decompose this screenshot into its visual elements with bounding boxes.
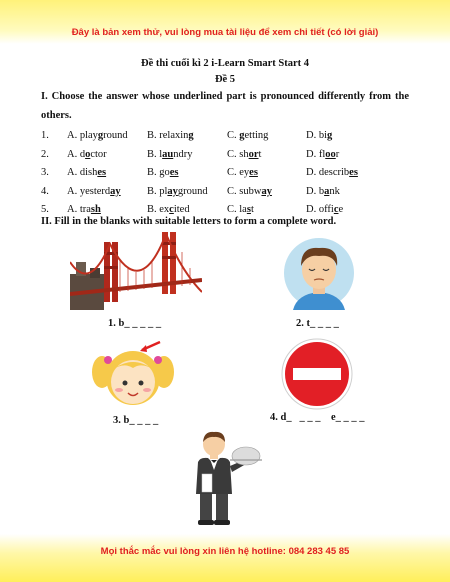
question-row — [41, 167, 421, 181]
item-2-caption: 2. t_ _ _ _ — [296, 318, 339, 329]
option-a[interactable]: A. playground — [67, 130, 128, 141]
underlined-part: o — [85, 148, 91, 160]
page-subtitle: Đề 5 — [214, 74, 236, 85]
section-2-heading: II. Fill in the blanks with suitable letters to form a complete word. — [41, 216, 337, 227]
bottom-banner — [0, 534, 450, 582]
underlined-part: sh — [90, 204, 101, 216]
top-banner — [0, 0, 450, 44]
underlined-part: or — [248, 148, 259, 160]
item-4-caption: 4. d_ _ _ _ e_ _ _ _ — [270, 412, 365, 423]
section-1-heading-cont: others. — [41, 110, 72, 121]
option-c[interactable]: C. getting — [227, 130, 269, 141]
underlined-part: g — [188, 130, 194, 141]
option-c[interactable]: C. eyes — [227, 167, 258, 179]
option-d[interactable]: D. describes — [306, 167, 358, 179]
girl-picture — [90, 338, 176, 410]
item-1-caption: 1. b_ _ _ _ _ — [108, 318, 162, 329]
underlined-part: ay — [261, 185, 272, 197]
option-d[interactable]: D. floor — [306, 148, 340, 160]
hotline-notice: Mọi thắc mắc vui lòng xin liên hệ hotline: 084 283 45 85 — [100, 546, 350, 557]
option-c[interactable]: C. short — [227, 148, 262, 160]
bridge-picture — [70, 232, 202, 314]
option-b[interactable]: B. goes — [147, 167, 179, 179]
option-b[interactable]: B. laundry — [147, 148, 193, 160]
option-b[interactable]: B. playground — [147, 185, 208, 197]
waiter-picture — [186, 430, 266, 526]
option-a[interactable]: A. dishes — [67, 167, 107, 179]
tired-boy-picture — [283, 236, 355, 310]
item-3-caption: 3. b_ _ _ _ — [113, 415, 159, 426]
option-d[interactable]: D. bank — [306, 185, 340, 197]
option-b[interactable]: B. excited — [147, 204, 190, 216]
underlined-part: c — [333, 204, 339, 216]
question-row — [41, 149, 421, 163]
underlined-part: es — [169, 167, 179, 179]
no-entry-sign-picture — [281, 338, 353, 410]
question-row — [41, 130, 421, 144]
question-number: 3. — [41, 167, 49, 179]
underlined-part: g — [327, 130, 333, 141]
question-number: 5. — [41, 204, 49, 216]
underlined-part: es — [97, 167, 107, 179]
underlined-part: c — [169, 204, 174, 216]
section-1-heading: I. Choose the answer whose underlined part is pronounced differently from the — [41, 91, 409, 102]
page-title: Đề thi cuối kì 2 i-Learn Smart Start 4 — [141, 58, 309, 69]
option-a[interactable]: A. doctor — [67, 148, 107, 160]
underlined-part: s — [246, 204, 251, 216]
underlined-part: ay — [110, 185, 121, 197]
preview-notice: Đây là bản xem thử, vui lòng mua tài liệu để xem chi tiết (có lời giải) — [71, 27, 379, 38]
question-number: 1. — [41, 130, 49, 141]
underlined-part: es — [349, 167, 358, 179]
option-c[interactable]: C. last — [227, 204, 254, 216]
underlined-part: au — [162, 148, 174, 160]
underlined-part: a — [324, 185, 330, 197]
question-row — [41, 186, 421, 200]
underlined-part: ay — [167, 185, 178, 197]
option-c[interactable]: C. subway — [227, 185, 272, 197]
option-d[interactable]: D. big — [306, 130, 333, 141]
option-a[interactable]: A. yesterday — [67, 185, 121, 197]
underlined-part: g — [97, 130, 104, 141]
question-number: 4. — [41, 185, 49, 197]
underlined-part: g — [239, 130, 245, 141]
underlined-part: oo — [325, 148, 336, 160]
option-b[interactable]: B. relaxing — [147, 130, 194, 141]
option-d[interactable]: D. office — [306, 204, 344, 216]
question-number: 2. — [41, 148, 49, 160]
option-a[interactable]: A. trash — [67, 204, 101, 216]
underlined-part: es — [249, 167, 258, 179]
